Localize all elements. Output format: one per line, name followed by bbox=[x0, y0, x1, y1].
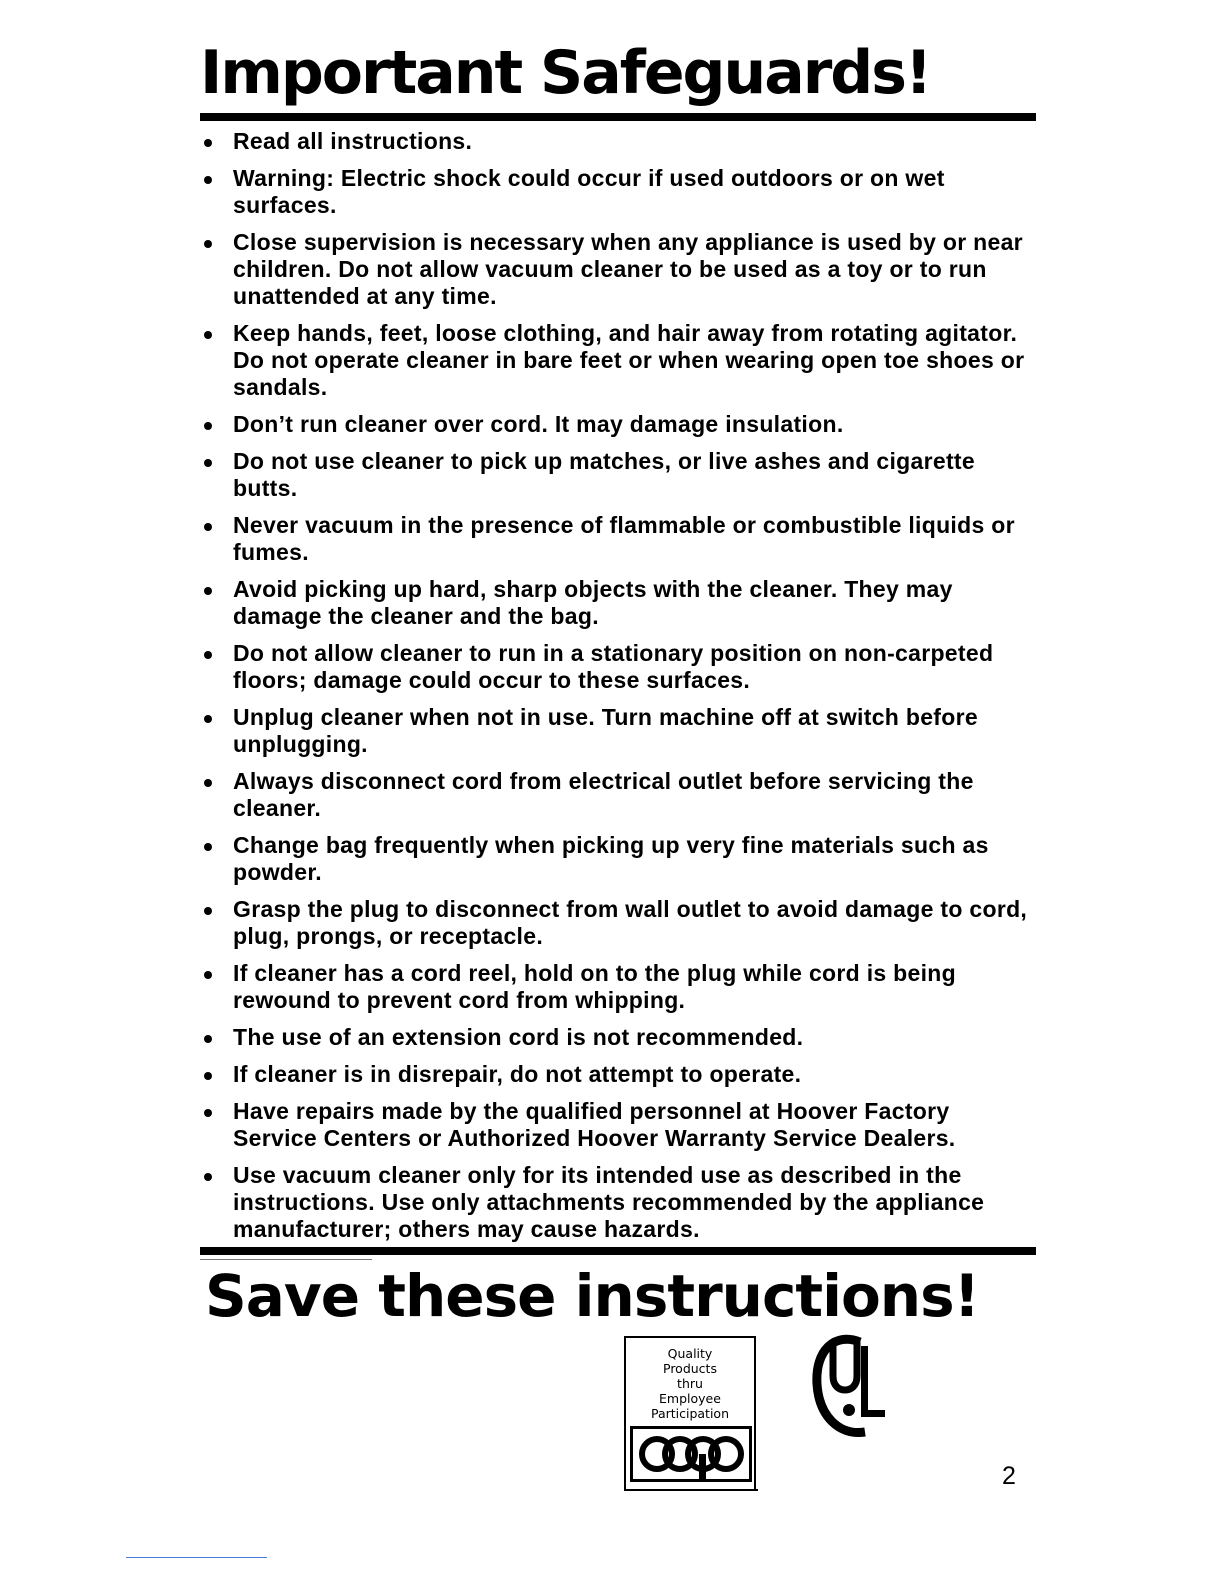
bullet-icon bbox=[204, 843, 212, 851]
coop-logo-icon bbox=[630, 1426, 752, 1482]
list-item: Keep hands, feet, loose clothing, and hair away from rotating agitator. Do not operate cleaner in bare feet or when wearing open toe shoes or sandals. bbox=[200, 320, 1040, 401]
page-number: 2 bbox=[1002, 1462, 1016, 1490]
bullet-icon bbox=[204, 971, 212, 979]
bullet-icon bbox=[204, 651, 212, 659]
list-item: Change bag frequently when picking up very fine materials such as powder. bbox=[200, 832, 1040, 886]
list-item: If cleaner has a cord reel, hold on to the plug while cord is being rewound to prevent cord from whipping. bbox=[200, 960, 1040, 1014]
list-item: Do not allow cleaner to run in a stationary position on non-carpeted floors; damage could occur to these surfaces. bbox=[200, 640, 1040, 694]
bullet-icon bbox=[204, 139, 212, 147]
list-item: Don’t run cleaner over cord. It may damage insulation. bbox=[200, 411, 1040, 438]
thin-divider bbox=[200, 1259, 372, 1260]
list-item: Grasp the plug to disconnect from wall outlet to avoid damage to cord, plug, prongs, or receptacle. bbox=[200, 896, 1040, 950]
bullet-icon bbox=[204, 240, 212, 248]
bullet-icon bbox=[204, 587, 212, 595]
bottom-divider bbox=[200, 1247, 1036, 1255]
list-item: Have repairs made by the qualified personnel at Hoover Factory Service Centers or Authorized Hoover Warranty Service Dealers. bbox=[200, 1098, 1040, 1152]
list-item: Read all instructions. bbox=[200, 128, 1040, 155]
bullet-icon bbox=[204, 779, 212, 787]
coop-text: Quality Products thru Employee Participation bbox=[650, 1346, 730, 1421]
list-item: Warning: Electric shock could occur if used outdoors or on wet surfaces. bbox=[200, 165, 1040, 219]
bullet-icon bbox=[204, 459, 212, 467]
bullet-icon bbox=[204, 523, 212, 531]
bullet-icon bbox=[204, 331, 212, 339]
top-divider bbox=[200, 113, 1036, 121]
bullet-icon bbox=[204, 422, 212, 430]
bullet-icon bbox=[204, 1109, 212, 1117]
list-item: Use vacuum cleaner only for its intended use as described in the instructions. Use only attachments recommended by the appliance manufacturer; others may cause hazards. bbox=[200, 1162, 1040, 1243]
list-item: Close supervision is necessary when any appliance is used by or near children. Do not allow vacuum cleaner to be used as a toy or to run unattended at any time. bbox=[200, 229, 1040, 310]
coop-label bbox=[624, 1336, 756, 1490]
bullet-icon bbox=[204, 176, 212, 184]
page-title: Important Safeguards! bbox=[200, 38, 931, 108]
list-item: Avoid picking up hard, sharp objects with the cleaner. They may damage the cleaner and the bag. bbox=[200, 576, 1040, 630]
bullet-icon bbox=[204, 1072, 212, 1080]
list-item: The use of an extension cord is not recommended. bbox=[200, 1024, 1040, 1051]
safeguards-list bbox=[200, 128, 1040, 1253]
save-instructions-heading: Save these instructions! bbox=[205, 1262, 980, 1330]
ul-logo-icon bbox=[805, 1332, 900, 1440]
list-item: If cleaner is in disrepair, do not attempt to operate. bbox=[200, 1061, 1040, 1088]
bullet-icon bbox=[204, 1173, 212, 1181]
page-edge-line bbox=[126, 1557, 267, 1558]
bullet-icon bbox=[204, 907, 212, 915]
bullet-icon bbox=[204, 1035, 212, 1043]
coop-label-base bbox=[624, 1489, 758, 1491]
list-item: Do not use cleaner to pick up matches, or live ashes and cigarette butts. bbox=[200, 448, 1040, 502]
list-item: Always disconnect cord from electrical outlet before servicing the cleaner. bbox=[200, 768, 1040, 822]
list-item: Never vacuum in the presence of flammable or combustible liquids or fumes. bbox=[200, 512, 1040, 566]
bullet-icon bbox=[204, 715, 212, 723]
list-item: Unplug cleaner when not in use. Turn machine off at switch before unplugging. bbox=[200, 704, 1040, 758]
